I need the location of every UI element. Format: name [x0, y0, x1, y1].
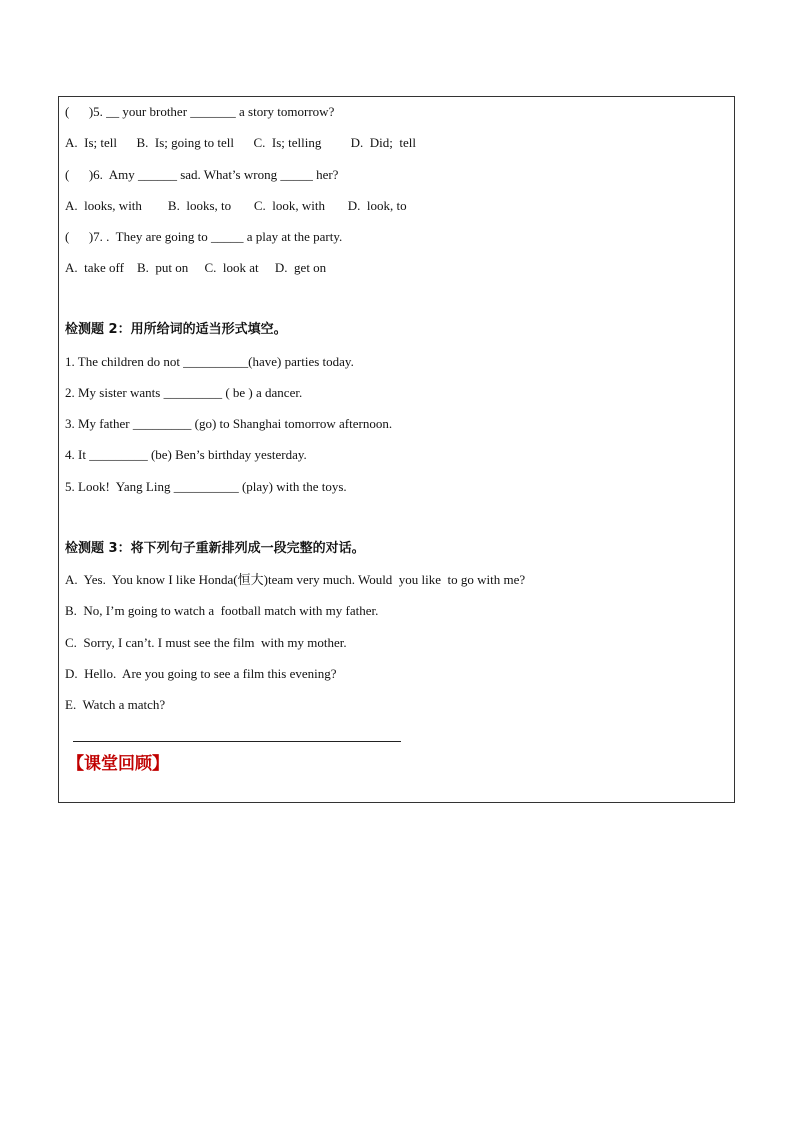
fill-blank-2: 2. My sister wants _________ ( be ) a dancer.	[65, 385, 303, 400]
class-review-heading: 【课堂回顾】	[67, 754, 169, 774]
dialogue-line-c: C. Sorry, I can’t. I must see the film with my mother.	[65, 635, 347, 650]
dialogue-line-b: B. No, I’m going to watch a football match with my father.	[65, 603, 379, 618]
fill-blank-3: 3. My father _________ (go) to Shanghai tomorrow afternoon.	[65, 416, 393, 431]
question-6-options: A. looks, with B. looks, to C. look, with D. look, to	[65, 198, 407, 213]
dialogue-line-a: A. Yes. You know I like Honda(恒大)team very much. Would you like to go with me?	[65, 572, 526, 587]
question-6: ( )6. Amy ______ sad. What’s wrong _____ her?	[65, 167, 339, 182]
question-7: ( )7. . They are going to _____ a play at the party.	[65, 229, 343, 244]
quiz-3-heading: 检测题 3：将下列句子重新排列成一段完整的对话。	[65, 541, 365, 556]
fill-blank-4: 4. It _________ (be) Ben’s birthday yesterday.	[65, 447, 307, 462]
fill-blank-5: 5. Look! Yang Ling __________ (play) with the toys.	[65, 479, 347, 494]
dialogue-line-e: E. Watch a match?	[65, 697, 166, 712]
dialogue-line-d: D. Hello. Are you going to see a film this evening?	[65, 666, 337, 681]
question-7-options: A. take off B. put on C. look at D. get on	[65, 260, 327, 275]
quiz-2-heading: 检测题 2：用所给词的适当形式填空。	[65, 322, 287, 337]
question-5: ( )5. __ your brother _______ a story tomorrow?	[65, 104, 335, 119]
fill-blank-1: 1. The children do not __________(have) parties today.	[65, 354, 354, 369]
answer-line	[73, 741, 401, 742]
question-5-options: A. Is; tell B. Is; going to tell C. Is; telling D. Did; tell	[65, 135, 416, 150]
